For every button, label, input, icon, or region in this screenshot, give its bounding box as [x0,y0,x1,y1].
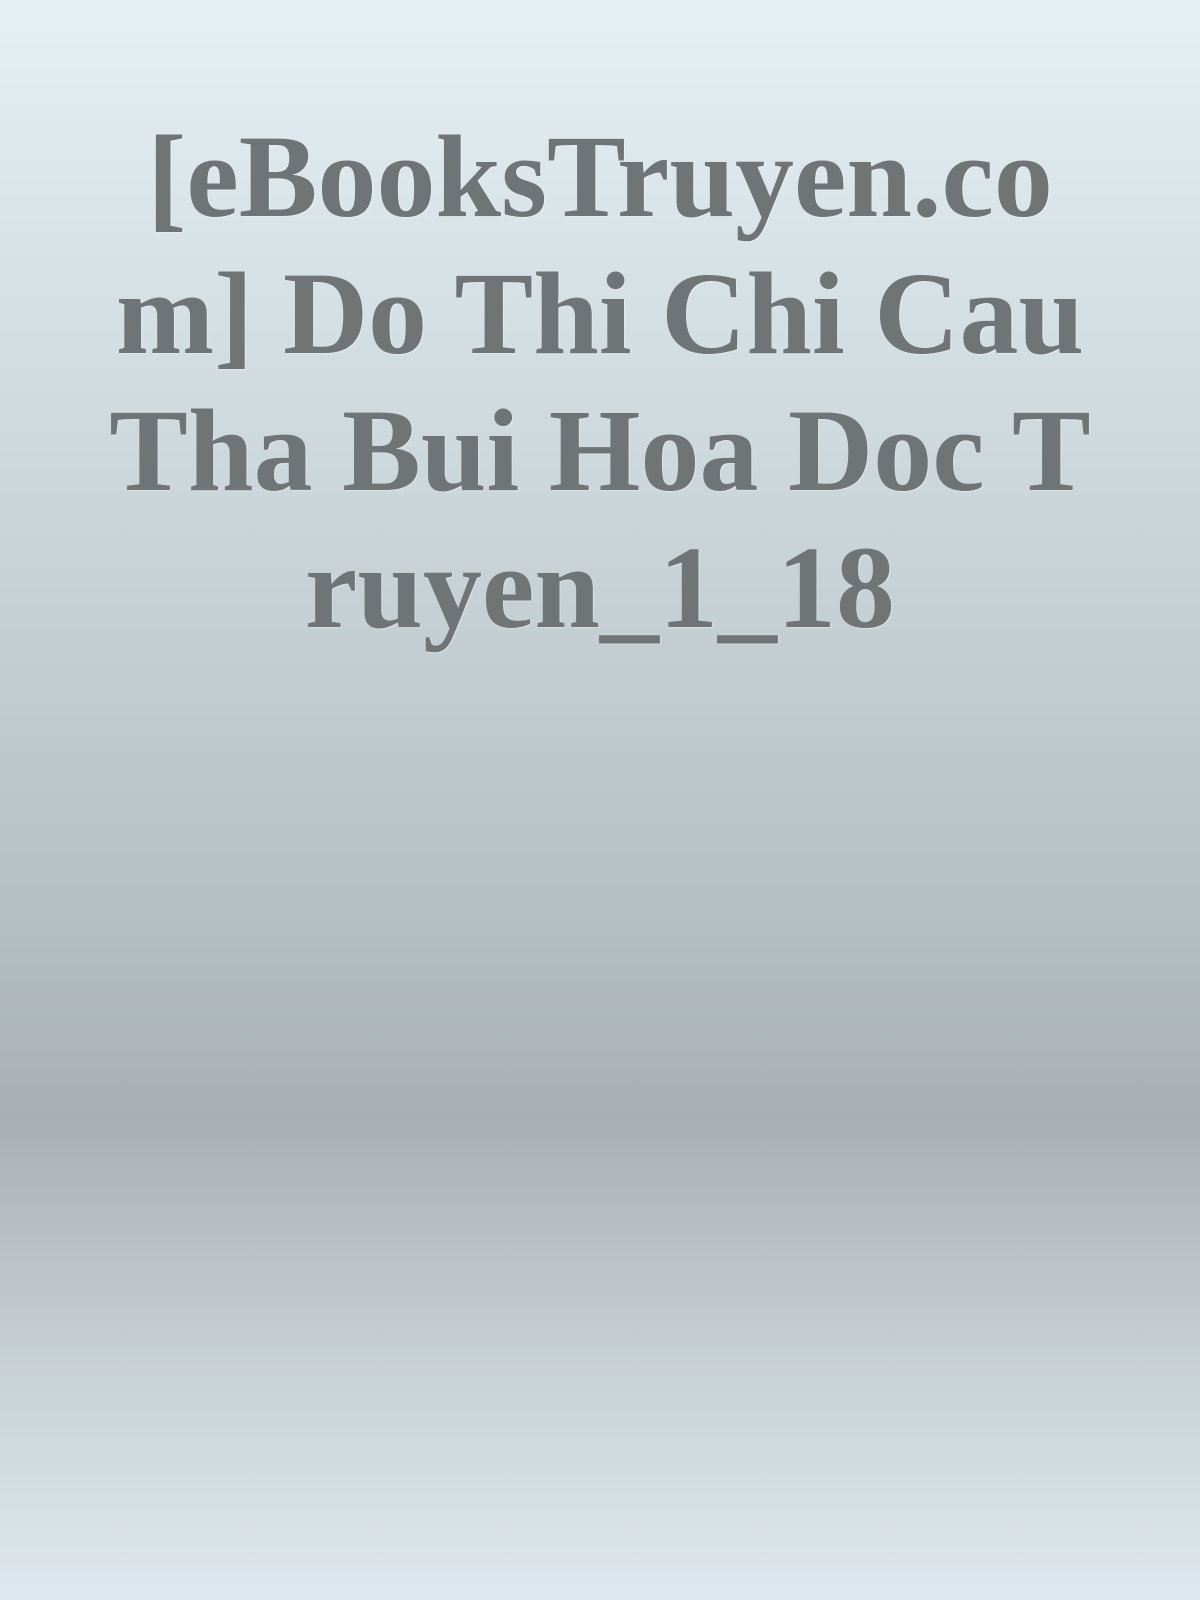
cover-title: [eBooksTruyen.com] Do Thi Chi Cau Tha Bui Hoa Doc Truyen_1_18 [109,111,1091,653]
